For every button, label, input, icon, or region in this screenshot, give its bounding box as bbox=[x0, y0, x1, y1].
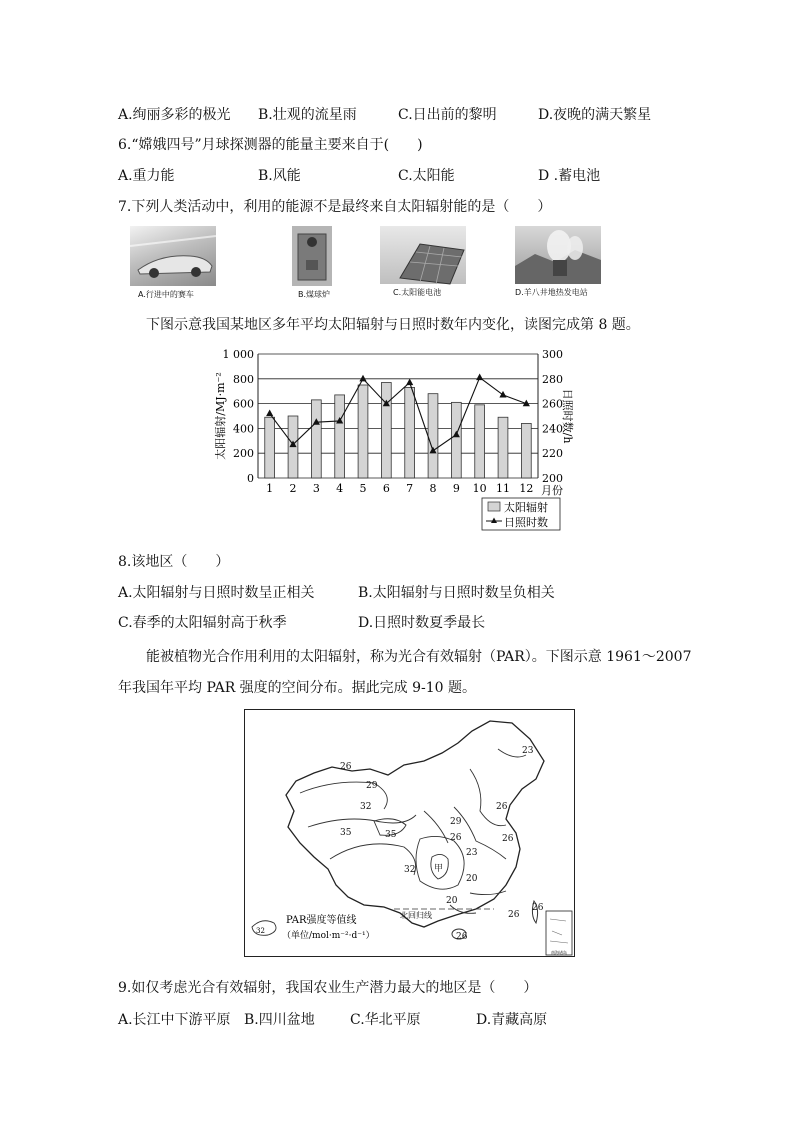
x-axis-title: 月份 bbox=[541, 484, 563, 497]
y-right-tick-label: 220 bbox=[542, 447, 563, 461]
contour-label: 23 bbox=[466, 848, 478, 858]
photo-caption-c: C.太阳能电池 bbox=[393, 288, 442, 297]
contour-label: 26 bbox=[456, 932, 468, 942]
x-tick-label: 9 bbox=[452, 482, 460, 495]
bar-solar-radiation bbox=[381, 383, 391, 478]
south-sea-inset bbox=[546, 911, 572, 955]
y-left-tick-label: 200 bbox=[233, 447, 254, 461]
contour-label: 35 bbox=[340, 828, 352, 838]
q5-option-c: C.日出前的黎明 bbox=[398, 107, 497, 123]
bar-solar-radiation bbox=[265, 417, 275, 478]
q9-intro-line2: 年我国年平均 PAR 强度的空间分布。据此完成 9-10 题。 bbox=[118, 680, 477, 696]
coal-stove-photo bbox=[292, 226, 332, 286]
q9-option-c: C.华北平原 bbox=[350, 1012, 421, 1028]
q8-option-a: A.太阳辐射与日照时数呈正相关 bbox=[118, 585, 315, 601]
q8-option-c: C.春季的太阳辐射高于秋季 bbox=[118, 615, 287, 631]
y-left-tick-label: 1 000 bbox=[222, 348, 254, 361]
q8-option-b: B.太阳辐射与日照时数呈负相关 bbox=[358, 585, 555, 601]
contour-label: 29 bbox=[366, 781, 378, 791]
y-left-tick-label: 0 bbox=[247, 472, 254, 485]
q9-stem: 9.如仅考虑光合有效辐射，我国农业生产潜力最大的地区是（ ） bbox=[118, 980, 538, 996]
contour-label: 26 bbox=[496, 802, 508, 812]
marker-sunshine-hours bbox=[266, 410, 273, 417]
q5-option-d: D.夜晚的满天繁星 bbox=[538, 107, 652, 123]
x-tick-label: 3 bbox=[312, 482, 320, 495]
contour-label: 32 bbox=[360, 802, 372, 812]
bar-solar-radiation bbox=[475, 405, 485, 478]
q9-option-d: D.青藏高原 bbox=[476, 1012, 548, 1028]
inset-label: 南海诸岛 bbox=[551, 950, 567, 955]
bar-solar-radiation bbox=[498, 417, 508, 478]
legend-title: PAR强度等值线 bbox=[286, 915, 357, 926]
bar-solar-radiation bbox=[521, 423, 531, 478]
radiation-sunshine-chart bbox=[210, 340, 574, 532]
q9-option-a: A.长江中下游平原 bbox=[118, 1012, 231, 1028]
contour-label: 26 bbox=[502, 834, 514, 844]
marker-sunshine-hours bbox=[476, 374, 483, 381]
bar-solar-radiation bbox=[405, 387, 415, 478]
contour-label: 26 bbox=[508, 910, 520, 920]
par-distribution-map bbox=[244, 709, 575, 957]
y-right-tick-label: 280 bbox=[542, 372, 563, 386]
place-label-jia: 甲 bbox=[434, 864, 444, 874]
race-car-photo bbox=[130, 226, 216, 286]
bar-solar-radiation bbox=[311, 400, 321, 478]
contour-label: 20 bbox=[446, 896, 458, 906]
q9-option-b: B.四川盆地 bbox=[244, 1012, 315, 1028]
bar-solar-radiation bbox=[335, 395, 345, 478]
q7-stem: 7.下列人类活动中，利用的能源不是最终来自太阳辐射能的是（ ） bbox=[118, 199, 552, 215]
photo-caption-d: D.羊八井地热发电站 bbox=[515, 288, 588, 297]
x-tick-label: 1 bbox=[266, 482, 274, 495]
x-tick-label: 6 bbox=[382, 482, 390, 495]
contour-label: 26 bbox=[340, 762, 352, 772]
legend-sample-value: 32 bbox=[256, 927, 265, 935]
x-tick-label: 12 bbox=[519, 482, 534, 495]
line-sunshine-hours bbox=[270, 378, 527, 451]
tropic-label: 北回归线 bbox=[400, 911, 432, 920]
q6-option-d: D .蓄电池 bbox=[538, 168, 601, 184]
q6-stem: 6.“嫦娥四号”月球探测器的能量主要来自于( ) bbox=[118, 137, 423, 153]
bar-solar-radiation bbox=[358, 385, 368, 478]
legend-label-radiation: 太阳辐射 bbox=[504, 501, 548, 514]
q9-intro-line1: 能被植物光合作用利用的太阳辐射，称为光合有效辐射（PAR）。下图示意 1961～2007 bbox=[146, 649, 692, 665]
contour-label: 32 bbox=[404, 865, 416, 875]
legend-bar-swatch bbox=[488, 502, 500, 511]
q8-stem: 8.该地区（ ） bbox=[118, 554, 230, 570]
x-tick-label: 7 bbox=[406, 482, 414, 495]
y-right-axis-title: 日照时数/h bbox=[561, 388, 574, 444]
legend-label-sunshine: 日照时数 bbox=[504, 516, 548, 529]
y-right-tick-label: 240 bbox=[542, 422, 563, 436]
q8-intro: 下图示意我国某地区多年平均太阳辐射与日照时数年内变化，读图完成第 8 题。 bbox=[146, 317, 640, 333]
contour-label: 26 bbox=[532, 903, 544, 913]
marker-sunshine-hours bbox=[359, 375, 366, 382]
x-tick-label: 5 bbox=[359, 482, 367, 495]
contour-label: 23 bbox=[522, 746, 534, 756]
photo-caption-a: A.行进中的赛车 bbox=[138, 290, 194, 299]
y-right-tick-label: 300 bbox=[542, 348, 563, 361]
x-tick-label: 4 bbox=[336, 482, 344, 495]
geothermal-plant-photo bbox=[515, 226, 601, 284]
q5-option-a: A.绚丽多彩的极光 bbox=[118, 107, 231, 123]
contour-label: 20 bbox=[466, 874, 478, 884]
q8-option-d: D.日照时数夏季最长 bbox=[358, 615, 486, 631]
marker-sunshine-hours bbox=[406, 379, 413, 386]
photo-caption-b: B.煤球炉 bbox=[298, 290, 331, 299]
y-left-tick-label: 400 bbox=[233, 422, 254, 436]
q6-option-a: A.重力能 bbox=[118, 168, 175, 184]
x-tick-label: 10 bbox=[472, 482, 487, 495]
x-tick-label: 2 bbox=[289, 482, 297, 495]
y-left-axis-title: 太阳辐射/MJ·m⁻² bbox=[214, 372, 227, 460]
y-right-tick-label: 200 bbox=[542, 472, 563, 485]
contour-label: 29 bbox=[450, 817, 462, 827]
y-left-tick-label: 800 bbox=[233, 372, 254, 386]
bar-solar-radiation bbox=[451, 402, 461, 478]
y-left-tick-label: 600 bbox=[233, 397, 254, 411]
x-tick-label: 11 bbox=[496, 482, 510, 495]
y-right-tick-label: 260 bbox=[542, 397, 563, 411]
contour-label: 26 bbox=[450, 833, 462, 843]
q5-option-b: B.壮观的流星雨 bbox=[258, 107, 357, 123]
legend-unit: （单位/mol·m⁻²·d⁻¹） bbox=[282, 931, 375, 941]
x-tick-label: 8 bbox=[429, 482, 437, 495]
q6-option-b: B.风能 bbox=[258, 168, 301, 184]
contour-label: 35 bbox=[385, 830, 397, 840]
bar-solar-radiation bbox=[428, 394, 438, 478]
q6-option-c: C.太阳能 bbox=[398, 168, 455, 184]
solar-panel-photo bbox=[380, 226, 466, 284]
marker-sunshine-hours bbox=[499, 391, 506, 398]
